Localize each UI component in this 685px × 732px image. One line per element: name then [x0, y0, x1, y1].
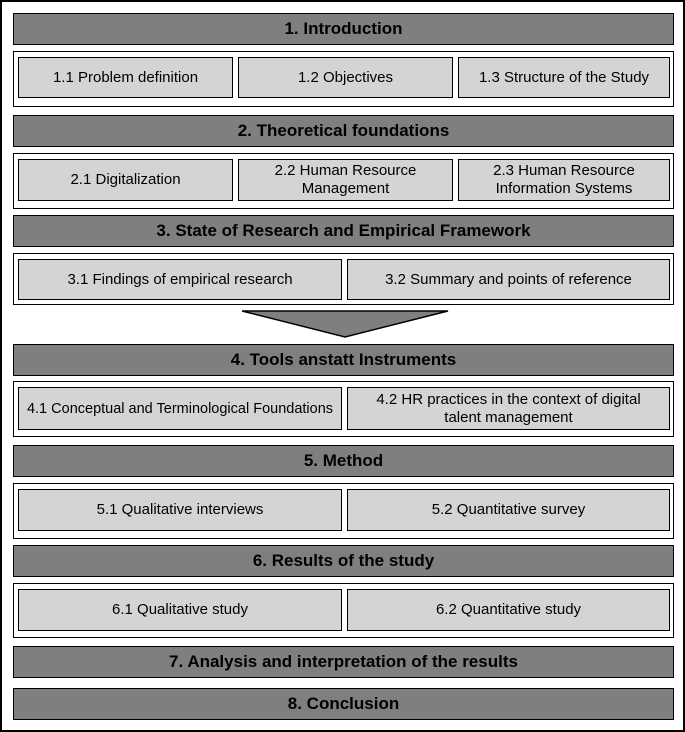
subsection-1-1: 1.1 Problem definition [18, 57, 233, 98]
subsection-5-1: 5.1 Qualitative interviews [18, 489, 342, 531]
down-arrow-shape [242, 311, 448, 337]
subsection-4-1: 4.1 Conceptual and Terminological Foundations [18, 387, 342, 430]
chapter-1-header: 1. Introduction [13, 13, 674, 45]
subsection-3-1: 3.1 Findings of empirical research [18, 259, 342, 300]
chapter-3-header: 3. State of Research and Empirical Framework [13, 215, 674, 247]
down-arrow-icon [240, 309, 450, 339]
chapter-4-header: 4. Tools anstatt Instruments [13, 344, 674, 376]
subsection-5-2: 5.2 Quantitative survey [347, 489, 670, 531]
chapter-2-header: 2. Theoretical foundations [13, 115, 674, 147]
chapter-4-subsections [13, 381, 674, 437]
subsection-6-2: 6.2 Quantitative study [347, 589, 670, 631]
chapter-5-header: 5. Method [13, 445, 674, 477]
chapter-8-header: 8. Conclusion [13, 688, 674, 720]
subsection-3-2: 3.2 Summary and points of reference [347, 259, 670, 300]
chapter-3-subsections [13, 253, 674, 305]
subsection-4-2: 4.2 HR practices in the context of digital talent management [347, 387, 670, 430]
subsection-1-3: 1.3 Structure of the Study [458, 57, 670, 98]
chapter-1-subsections [13, 51, 674, 107]
chapter-5-subsections [13, 483, 674, 539]
chapter-7-header: 7. Analysis and interpretation of the results [13, 646, 674, 678]
subsection-6-1: 6.1 Qualitative study [18, 589, 342, 631]
chapter-6-subsections [13, 583, 674, 638]
chapter-2-subsections [13, 153, 674, 209]
subsection-2-2: 2.2 Human Resource Management [238, 159, 453, 201]
chapter-6-header: 6. Results of the study [13, 545, 674, 577]
subsection-2-1: 2.1 Digitalization [18, 159, 233, 201]
subsection-2-3: 2.3 Human Resource Information Systems [458, 159, 670, 201]
subsection-1-2: 1.2 Objectives [238, 57, 453, 98]
